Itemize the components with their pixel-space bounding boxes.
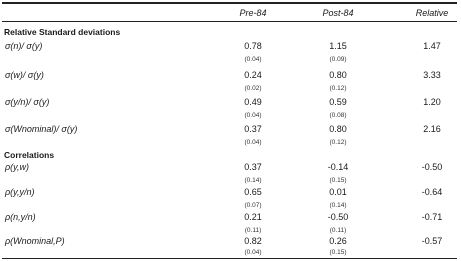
relative-value: -0.71 — [421, 212, 443, 222]
post84-se: (0.11) — [329, 227, 347, 234]
header-post84: Post-84 — [322, 8, 354, 18]
row-label: ρ(n,y/n) — [5, 212, 36, 222]
row-label: ρ(y,w) — [5, 162, 29, 172]
pre84-se: (0.04) — [244, 56, 262, 63]
post84-value: -0.14 — [327, 162, 349, 172]
post84-value: 0.59 — [329, 97, 347, 107]
pre84-value: 0.24 — [244, 70, 262, 80]
post84-se: (0.15) — [329, 249, 347, 256]
pre84-value: 0.37 — [244, 124, 262, 134]
post84-se: (0.09) — [329, 56, 347, 63]
pre84-se: (0.04) — [244, 112, 262, 119]
section-std-dev-title: Relative Standard deviations — [4, 27, 121, 37]
row-label: ρ(Wnominal,P) — [5, 236, 65, 246]
pre84-se: (0.04) — [244, 249, 262, 256]
post84-se: (0.12) — [329, 85, 347, 92]
post84-value: 0.26 — [329, 236, 347, 246]
relative-value: 1.47 — [423, 41, 441, 51]
relative-value: -0.64 — [421, 187, 443, 197]
row-label: ρ(y,y/n) — [5, 187, 35, 197]
top-rule — [2, 2, 457, 4]
row-label: σ(n)/ σ(y) — [5, 41, 43, 51]
relative-value: -0.50 — [421, 162, 443, 172]
pre84-value: 0.37 — [244, 162, 262, 172]
post84-se: (0.08) — [329, 112, 347, 119]
bottom-rule — [2, 258, 457, 259]
relative-value: -0.57 — [421, 236, 443, 246]
row-label: σ(w)/ σ(y) — [5, 70, 44, 80]
post84-se: (0.14) — [329, 202, 347, 209]
relative-value: 2.16 — [423, 124, 441, 134]
pre84-value: 0.49 — [244, 97, 262, 107]
pre84-value: 0.78 — [244, 41, 262, 51]
row-label: σ(Wnominal)/ σ(y) — [5, 124, 78, 134]
row-label: σ(y/n)/ σ(y) — [5, 97, 50, 107]
section-corr-title: Correlations — [4, 150, 55, 160]
header-pre84: Pre-84 — [239, 8, 267, 18]
pre84-se: (0.14) — [244, 177, 262, 184]
post84-value: 1.15 — [329, 41, 347, 51]
post84-value: 0.80 — [329, 124, 347, 134]
pre84-se: (0.07) — [244, 202, 262, 209]
pre84-se: (0.02) — [244, 85, 262, 92]
post84-se: (0.12) — [329, 139, 347, 146]
pre84-value: 0.65 — [244, 187, 262, 197]
header-relative: Relative — [415, 8, 449, 18]
pre84-se: (0.04) — [244, 139, 262, 146]
pre84-value: 0.21 — [244, 212, 262, 222]
relative-value: 3.33 — [423, 70, 441, 80]
pre84-value: 0.82 — [244, 236, 262, 246]
post84-value: -0.50 — [327, 212, 349, 222]
pre84-se: (0.11) — [244, 227, 262, 234]
post84-value: 0.01 — [329, 187, 347, 197]
relative-value: 1.20 — [423, 97, 441, 107]
post84-value: 0.80 — [329, 70, 347, 80]
header-rule — [2, 21, 457, 22]
post84-se: (0.15) — [329, 177, 347, 184]
